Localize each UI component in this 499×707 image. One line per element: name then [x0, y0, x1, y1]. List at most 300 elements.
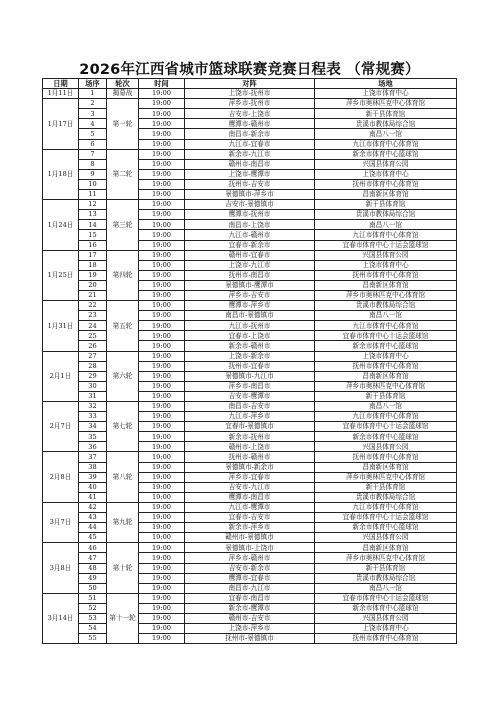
matchup-cell: 南昌市-新余市	[185, 129, 315, 139]
matchup-cell: 吉安市-上饶市	[185, 109, 315, 119]
matchup-cell: 上饶市-萍乡市	[185, 624, 315, 634]
venue-cell: 萍乡市奥林匹克中心体育馆	[315, 472, 457, 482]
venue-cell: 新余市体育中心篮球馆	[315, 523, 457, 533]
matchup-cell: 南昌市-上饶市	[185, 220, 315, 230]
round-cell: 第五轮	[107, 301, 139, 351]
matchup-cell: 鹰潭市-抚州市	[185, 210, 315, 220]
venue-cell: 宜春市体育中心十运会篮球馆	[315, 422, 457, 432]
time-cell: 19:00	[139, 301, 185, 311]
table-row	[43, 139, 457, 149]
page-title: 2026年江西省城市篮球联赛竞赛日程表 （常规赛）	[79, 62, 420, 78]
match-no-cell: 52	[79, 603, 107, 613]
match-no-cell: 55	[79, 634, 107, 644]
date-cell: 2月8日	[43, 452, 79, 502]
matchup-cell: 抚州市-南昌市	[185, 270, 315, 280]
schedule-table	[42, 78, 457, 644]
match-no-cell: 5	[79, 129, 107, 139]
table-row	[43, 159, 457, 169]
matchup-cell: 新余市-九江市	[185, 149, 315, 159]
venue-cell: 兴国县体育公园	[315, 533, 457, 543]
table-row	[43, 563, 457, 573]
match-no-cell: 40	[79, 482, 107, 492]
venue-cell: 宜春市体育中心十运会篮球馆	[315, 240, 457, 250]
match-no-cell: 12	[79, 200, 107, 210]
header-venue: 场地	[315, 79, 457, 89]
time-cell: 19:00	[139, 190, 185, 200]
matchup-cell: 鹰潭市-南昌市	[185, 492, 315, 502]
time-cell: 19:00	[139, 250, 185, 260]
matchup-cell: 萍乡市-南昌市	[185, 381, 315, 391]
matchup-cell: 九江市-宜春市	[185, 139, 315, 149]
time-cell: 19:00	[139, 139, 185, 149]
round-cell: 第六轮	[107, 351, 139, 401]
match-no-cell: 50	[79, 583, 107, 593]
date-cell: 2月7日	[43, 402, 79, 452]
match-no-cell: 44	[79, 523, 107, 533]
venue-cell: 南昌八一馆	[315, 311, 457, 321]
venue-cell: 昌南新区体育馆	[315, 543, 457, 553]
match-no-cell: 10	[79, 179, 107, 189]
time-cell: 19:00	[139, 311, 185, 321]
matchup-cell: 新余市-萍乡市	[185, 523, 315, 533]
match-no-cell: 9	[79, 169, 107, 179]
table-row	[43, 624, 457, 634]
time-cell: 19:00	[139, 230, 185, 240]
venue-cell: 新余市体育中心篮球馆	[315, 149, 457, 159]
round-cell: 第十轮	[107, 543, 139, 593]
venue-cell: 兴国县体育公园	[315, 442, 457, 452]
table-row	[43, 422, 457, 432]
venue-cell: 宜春市体育中心十运会篮球馆	[315, 593, 457, 603]
match-no-cell: 34	[79, 422, 107, 432]
table-row	[43, 331, 457, 341]
match-no-cell: 36	[79, 442, 107, 452]
table-row	[43, 391, 457, 401]
venue-cell: 南昌八一馆	[315, 129, 457, 139]
matchup-cell: 抚州市-吉安市	[185, 179, 315, 189]
time-cell: 19:00	[139, 553, 185, 563]
venue-cell: 上饶市体育中心	[315, 624, 457, 634]
time-cell: 19:00	[139, 422, 185, 432]
time-cell: 19:00	[139, 593, 185, 603]
match-no-cell: 1	[79, 89, 107, 99]
time-cell: 19:00	[139, 482, 185, 492]
venue-cell: 九江市体育中心体育馆	[315, 230, 457, 240]
table-row	[43, 89, 457, 99]
date-cell: 1月31日	[43, 301, 79, 351]
time-cell: 19:00	[139, 412, 185, 422]
match-no-cell: 19	[79, 270, 107, 280]
matchup-cell: 新余市-鹰潭市	[185, 603, 315, 613]
date-cell: 2月1日	[43, 351, 79, 401]
table-row	[43, 280, 457, 290]
time-cell: 19:00	[139, 159, 185, 169]
venue-cell: 九江市体育中心体育馆	[315, 139, 457, 149]
matchup-cell: 宜春市-上饶市	[185, 331, 315, 341]
venue-cell: 上饶市体育中心	[315, 260, 457, 270]
matchup-cell: 赣州市-宜春市	[185, 250, 315, 260]
time-cell: 19:00	[139, 331, 185, 341]
matchup-cell: 鹰潭市-萍乡市	[185, 301, 315, 311]
table-row	[43, 260, 457, 270]
match-no-cell: 48	[79, 563, 107, 573]
matchup-cell: 景德镇市-上饶市	[185, 543, 315, 553]
time-cell: 19:00	[139, 89, 185, 99]
table-row	[43, 361, 457, 371]
match-no-cell: 43	[79, 513, 107, 523]
date-cell: 3月8日	[43, 543, 79, 593]
matchup-cell: 抚州市-赣州市	[185, 452, 315, 462]
venue-cell: 昌南新区体育馆	[315, 280, 457, 290]
table-row	[43, 240, 457, 250]
matchup-cell: 九江市-鹰潭市	[185, 502, 315, 512]
match-no-cell: 2	[79, 99, 107, 109]
time-cell: 19:00	[139, 200, 185, 210]
time-cell: 19:00	[139, 99, 185, 109]
time-cell: 19:00	[139, 371, 185, 381]
time-cell: 19:00	[139, 280, 185, 290]
table-row	[43, 169, 457, 179]
table-row	[43, 210, 457, 220]
table-row	[43, 603, 457, 613]
header-date: 日期	[43, 79, 79, 89]
match-no-cell: 35	[79, 432, 107, 442]
header-time: 时间	[139, 79, 185, 89]
header-round: 轮次	[107, 79, 139, 89]
matchup-cell: 萍乡市-吉安市	[185, 290, 315, 300]
table-row	[43, 109, 457, 119]
matchup-cell: 新余市-抚州市	[185, 432, 315, 442]
match-no-cell: 7	[79, 149, 107, 159]
match-no-cell: 3	[79, 109, 107, 119]
matchup-cell: 吉安市-鹰潭市	[185, 391, 315, 401]
match-no-cell: 33	[79, 412, 107, 422]
round-cell: 揭幕战	[107, 89, 139, 99]
matchup-cell: 抚州市-景德镇市	[185, 634, 315, 644]
table-row	[43, 533, 457, 543]
time-cell: 19:00	[139, 270, 185, 280]
match-no-cell: 27	[79, 351, 107, 361]
table-row	[43, 634, 457, 644]
match-no-cell: 13	[79, 210, 107, 220]
table-row	[43, 492, 457, 502]
match-no-cell: 25	[79, 331, 107, 341]
matchup-cell: 宜春市-南昌市	[185, 593, 315, 603]
venue-cell: 抚州市体育中心体育馆	[315, 270, 457, 280]
table-row	[43, 583, 457, 593]
time-cell: 19:00	[139, 634, 185, 644]
time-cell: 19:00	[139, 462, 185, 472]
time-cell: 19:00	[139, 351, 185, 361]
date-cell: 3月14日	[43, 593, 79, 643]
time-cell: 19:00	[139, 361, 185, 371]
matchup-cell: 上饶市-九江市	[185, 260, 315, 270]
table-row	[43, 129, 457, 139]
table-row	[43, 482, 457, 492]
matchup-cell: 鹰潭市-宜春市	[185, 573, 315, 583]
matchup-cell: 上饶市-抚州市	[185, 89, 315, 99]
venue-cell: 贵溪市教体局综合馆	[315, 301, 457, 311]
table-row	[43, 311, 457, 321]
match-no-cell: 47	[79, 553, 107, 563]
matchup-cell: 景德镇市-萍乡市	[185, 190, 315, 200]
table-row	[43, 593, 457, 603]
match-no-cell: 4	[79, 119, 107, 129]
matchup-cell: 吉安市-景德镇市	[185, 200, 315, 210]
venue-cell: 兴国县体育公园	[315, 250, 457, 260]
venue-cell: 南昌八一馆	[315, 583, 457, 593]
match-no-cell: 38	[79, 462, 107, 472]
table-row	[43, 412, 457, 422]
date-cell: 1月25日	[43, 250, 79, 300]
match-no-cell: 49	[79, 573, 107, 583]
match-no-cell: 31	[79, 391, 107, 401]
match-no-cell: 20	[79, 280, 107, 290]
matchup-cell: 吉安市-九江市	[185, 482, 315, 492]
time-cell: 19:00	[139, 290, 185, 300]
table-row	[43, 290, 457, 300]
venue-cell: 上饶市体育中心	[315, 89, 457, 99]
time-cell: 19:00	[139, 513, 185, 523]
round-cell: 第八轮	[107, 452, 139, 502]
table-row	[43, 270, 457, 280]
table-row	[43, 553, 457, 563]
round-cell: 第二轮	[107, 149, 139, 199]
time-cell: 19:00	[139, 472, 185, 482]
match-no-cell: 18	[79, 260, 107, 270]
venue-cell: 南昌八一馆	[315, 402, 457, 412]
matchup-cell: 吉安市-新余市	[185, 563, 315, 573]
venue-cell: 贵溪市教体局综合馆	[315, 210, 457, 220]
date-cell: 3月7日	[43, 502, 79, 542]
table-row	[43, 301, 457, 311]
table-row	[43, 381, 457, 391]
venue-cell: 上饶市体育中心	[315, 351, 457, 361]
venue-cell: 新干县体育馆	[315, 482, 457, 492]
time-cell: 19:00	[139, 583, 185, 593]
venue-cell: 兴国县体育公园	[315, 159, 457, 169]
match-no-cell: 51	[79, 593, 107, 603]
venue-cell: 兴国县体育公园	[315, 613, 457, 623]
time-cell: 19:00	[139, 402, 185, 412]
match-no-cell: 54	[79, 624, 107, 634]
venue-cell: 新余市体育中心篮球馆	[315, 341, 457, 351]
match-no-cell: 32	[79, 402, 107, 412]
time-cell: 19:00	[139, 381, 185, 391]
venue-cell: 新干县体育馆	[315, 200, 457, 210]
venue-cell: 萍乡市奥林匹克中心体育馆	[315, 99, 457, 109]
table-row	[43, 220, 457, 230]
time-cell: 19:00	[139, 533, 185, 543]
venue-cell: 新余市体育中心篮球馆	[315, 603, 457, 613]
round-cell: 第七轮	[107, 402, 139, 452]
time-cell: 19:00	[139, 442, 185, 452]
venue-cell: 新干县体育馆	[315, 109, 457, 119]
time-cell: 19:00	[139, 220, 185, 230]
table-row	[43, 502, 457, 512]
table-row	[43, 513, 457, 523]
match-no-cell: 41	[79, 492, 107, 502]
time-cell: 19:00	[139, 432, 185, 442]
header-matchup: 对阵	[185, 79, 315, 89]
match-no-cell: 30	[79, 381, 107, 391]
time-cell: 19:00	[139, 624, 185, 634]
venue-cell: 抚州市体育中心体育馆	[315, 634, 457, 644]
round-cell: 第九轮	[107, 502, 139, 542]
time-cell: 19:00	[139, 169, 185, 179]
date-cell: 1月18日	[43, 149, 79, 199]
table-row	[43, 432, 457, 442]
matchup-cell: 宜春市-景德镇市	[185, 422, 315, 432]
date-cell: 1月11日	[43, 89, 79, 99]
venue-cell: 抚州市体育中心体育馆	[315, 179, 457, 189]
match-no-cell: 23	[79, 311, 107, 321]
matchup-cell: 九江市-抚州市	[185, 321, 315, 331]
matchup-cell: 上饶市-鹰潭市	[185, 169, 315, 179]
table-row	[43, 472, 457, 482]
venue-cell: 上饶市体育中心	[315, 169, 457, 179]
matchup-cell: 赣州市-吉安市	[185, 613, 315, 623]
table-row	[43, 200, 457, 210]
table-row	[43, 341, 457, 351]
time-cell: 19:00	[139, 210, 185, 220]
time-cell: 19:00	[139, 109, 185, 119]
venue-cell: 萍乡市奥林匹克中心体育馆	[315, 381, 457, 391]
matchup-cell: 抚州市-宜春市	[185, 361, 315, 371]
venue-cell: 昌南新区体育馆	[315, 462, 457, 472]
date-cell: 1月24日	[43, 200, 79, 250]
time-cell: 19:00	[139, 119, 185, 129]
table-row	[43, 613, 457, 623]
matchup-cell: 萍乡市-赣州市	[185, 553, 315, 563]
venue-cell: 九江市体育中心体育馆	[315, 321, 457, 331]
round-cell: 第十一轮	[107, 593, 139, 643]
time-cell: 19:00	[139, 149, 185, 159]
matchup-cell: 宜春市-吉安市	[185, 513, 315, 523]
time-cell: 19:00	[139, 452, 185, 462]
matchup-cell: 南昌市-九江市	[185, 583, 315, 593]
matchup-cell: 萍乡市-抚州市	[185, 99, 315, 109]
match-no-cell: 8	[79, 159, 107, 169]
venue-cell: 宜春市体育中心十运会篮球馆	[315, 513, 457, 523]
table-row	[43, 190, 457, 200]
match-no-cell: 21	[79, 290, 107, 300]
matchup-cell: 景德镇市-九江市	[185, 371, 315, 381]
venue-cell: 南昌八一馆	[315, 220, 457, 230]
match-no-cell: 42	[79, 502, 107, 512]
time-cell: 19:00	[139, 603, 185, 613]
time-cell: 19:00	[139, 260, 185, 270]
venue-cell: 萍乡市奥林匹克中心体育馆	[315, 290, 457, 300]
match-no-cell: 53	[79, 613, 107, 623]
match-no-cell: 11	[79, 190, 107, 200]
table-row	[43, 179, 457, 189]
venue-cell: 贵溪市教体局综合馆	[315, 119, 457, 129]
matchup-cell: 景德镇市-鹰潭市	[185, 280, 315, 290]
time-cell: 19:00	[139, 341, 185, 351]
time-cell: 19:00	[139, 523, 185, 533]
matchup-cell: 赣州市-上饶市	[185, 442, 315, 452]
match-no-cell: 28	[79, 361, 107, 371]
match-no-cell: 39	[79, 472, 107, 482]
time-cell: 19:00	[139, 573, 185, 583]
venue-cell: 新干县体育馆	[315, 391, 457, 401]
match-no-cell: 14	[79, 220, 107, 230]
match-no-cell: 24	[79, 321, 107, 331]
table-row	[43, 119, 457, 129]
matchup-cell: 南昌市-景德镇市	[185, 311, 315, 321]
matchup-cell: 新余市-赣州市	[185, 341, 315, 351]
time-cell: 19:00	[139, 129, 185, 139]
matchup-cell: 南昌市-吉安市	[185, 402, 315, 412]
time-cell: 19:00	[139, 391, 185, 401]
venue-cell: 昌南新区体育馆	[315, 190, 457, 200]
table-row	[43, 543, 457, 553]
round-cell: 第四轮	[107, 250, 139, 300]
matchup-cell: 上饶市-新余市	[185, 351, 315, 361]
venue-cell: 九江市体育中心体育馆	[315, 502, 457, 512]
table-row	[43, 452, 457, 462]
time-cell: 19:00	[139, 492, 185, 502]
match-no-cell: 6	[79, 139, 107, 149]
matchup-cell: 萍乡市-宜春市	[185, 472, 315, 482]
table-row	[43, 573, 457, 583]
header-match-no: 场序	[79, 79, 107, 89]
table-row	[43, 149, 457, 159]
match-no-cell: 45	[79, 533, 107, 543]
table-row	[43, 442, 457, 452]
match-no-cell: 16	[79, 240, 107, 250]
table-row	[43, 351, 457, 361]
table-row	[43, 462, 457, 472]
table-row	[43, 523, 457, 533]
venue-cell: 新余市体育中心篮球馆	[315, 432, 457, 442]
venue-cell: 抚州市体育中心体育馆	[315, 452, 457, 462]
matchup-cell: 鹰潭市-赣州市	[185, 119, 315, 129]
matchup-cell: 九江市-萍乡市	[185, 412, 315, 422]
time-cell: 19:00	[139, 321, 185, 331]
table-row	[43, 250, 457, 260]
table-row	[43, 321, 457, 331]
table-row	[43, 230, 457, 240]
time-cell: 19:00	[139, 502, 185, 512]
match-no-cell: 15	[79, 230, 107, 240]
match-no-cell: 26	[79, 341, 107, 351]
venue-cell: 昌南新区体育馆	[315, 371, 457, 381]
round-cell: 第三轮	[107, 200, 139, 250]
venue-cell: 抚州市体育中心体育馆	[315, 361, 457, 371]
round-cell: 第一轮	[107, 99, 139, 149]
venue-cell: 贵溪市教体局综合馆	[315, 573, 457, 583]
venue-cell: 贵溪市教体局综合馆	[315, 492, 457, 502]
time-cell: 19:00	[139, 563, 185, 573]
table-header-row	[43, 79, 457, 89]
match-no-cell: 29	[79, 371, 107, 381]
table-row	[43, 371, 457, 381]
table-row	[43, 99, 457, 109]
matchup-cell: 景德镇市-新余市	[185, 462, 315, 472]
match-no-cell: 22	[79, 301, 107, 311]
match-no-cell: 46	[79, 543, 107, 553]
matchup-cell: 宜春市-新余市	[185, 240, 315, 250]
venue-cell: 新干县体育馆	[315, 563, 457, 573]
match-no-cell: 37	[79, 452, 107, 462]
venue-cell: 萍乡市奥林匹克中心体育馆	[315, 553, 457, 563]
table-row	[43, 402, 457, 412]
match-no-cell: 17	[79, 250, 107, 260]
matchup-cell: 九江市-赣州市	[185, 230, 315, 240]
schedule-body	[43, 89, 457, 644]
